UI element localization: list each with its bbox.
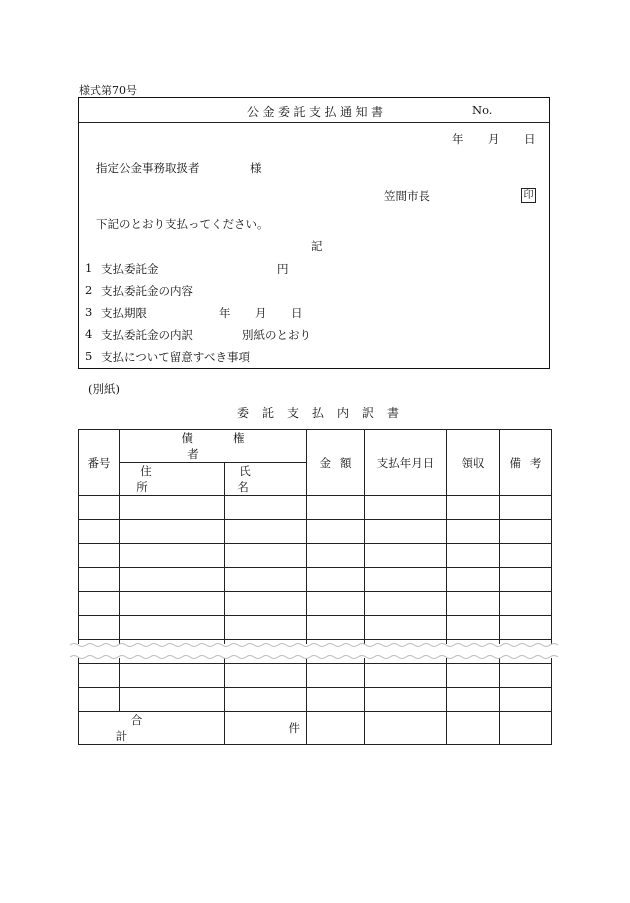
- form-number: 様式第70号: [79, 84, 137, 97]
- item-label: 支払委託金の内容: [101, 284, 193, 298]
- table-cell[interactable]: [79, 616, 120, 640]
- item-number: 2: [85, 283, 93, 297]
- table-cell[interactable]: [365, 712, 447, 745]
- table-cell[interactable]: [500, 520, 552, 544]
- header-remarks: 備考: [500, 430, 552, 496]
- table-row: [79, 496, 552, 520]
- header-name: 氏名: [225, 463, 307, 496]
- total-row: [79, 712, 552, 745]
- table-cell[interactable]: [365, 520, 447, 544]
- notice-date-month: 月: [488, 132, 500, 146]
- table-cell[interactable]: [79, 568, 120, 592]
- ki-mark: 記: [311, 239, 323, 253]
- table-cell[interactable]: [365, 544, 447, 568]
- notice-title-row: [79, 98, 549, 123]
- table-cell: [447, 664, 500, 688]
- notice-box: [78, 97, 550, 369]
- notice-no-label: No.: [472, 103, 493, 117]
- notice-title: 公金委託支払通知書: [247, 105, 387, 119]
- table-cell[interactable]: [120, 616, 225, 640]
- table-cell[interactable]: [225, 496, 307, 520]
- item-deadline-year: 年: [219, 306, 231, 320]
- table-cell[interactable]: [120, 496, 225, 520]
- header-amount: 金額: [307, 430, 365, 496]
- table-cell: [307, 664, 365, 688]
- item-number: 1: [85, 261, 93, 275]
- table-row: [79, 688, 552, 712]
- table-cell[interactable]: [120, 544, 225, 568]
- table-row-spacer: [79, 664, 552, 688]
- table-cell[interactable]: [447, 520, 500, 544]
- table-cell[interactable]: [500, 568, 552, 592]
- seal-mark: 印: [521, 188, 536, 203]
- table-cell[interactable]: [447, 544, 500, 568]
- table-cell: [225, 664, 307, 688]
- item-label: 支払委託金: [101, 262, 159, 276]
- item-label: 支払委託金の内訳: [101, 328, 193, 342]
- table-cell[interactable]: [307, 568, 365, 592]
- total-label: 合計: [79, 712, 225, 745]
- header-pay-date: 支払年月日: [365, 430, 447, 496]
- instruction: 下記のとおり支払ってください。: [96, 217, 269, 231]
- table-cell[interactable]: [225, 568, 307, 592]
- header-number: 番号: [79, 430, 120, 496]
- table-cell[interactable]: [79, 496, 120, 520]
- table-cell[interactable]: [307, 712, 365, 745]
- table-cell: [365, 664, 447, 688]
- header-address: 住所: [120, 463, 225, 496]
- table-cell[interactable]: [225, 520, 307, 544]
- item-deadline-day: 日: [291, 306, 303, 320]
- table-cell[interactable]: [447, 712, 500, 745]
- table-cell[interactable]: [365, 568, 447, 592]
- table-cell[interactable]: [447, 568, 500, 592]
- table-cell[interactable]: [447, 496, 500, 520]
- table-cell[interactable]: [79, 592, 120, 616]
- addressee: 指定公金事務取扱者: [96, 161, 200, 175]
- table-cell[interactable]: [500, 616, 552, 640]
- table-cell[interactable]: [225, 688, 307, 712]
- item-deadline-month: 月: [255, 306, 267, 320]
- table-cell[interactable]: [500, 544, 552, 568]
- item-value: 円: [277, 262, 289, 276]
- table-cell[interactable]: [225, 592, 307, 616]
- item-number: 3: [85, 305, 93, 319]
- table-break-mark: [70, 640, 560, 662]
- breakdown-title: 委託支払内訳書: [237, 406, 413, 420]
- item-number: 5: [85, 349, 93, 363]
- table-cell[interactable]: [120, 688, 225, 712]
- table-cell[interactable]: [307, 592, 365, 616]
- table-cell: [120, 664, 225, 688]
- table-cell[interactable]: [225, 544, 307, 568]
- table-cell[interactable]: [120, 520, 225, 544]
- table-cell[interactable]: [447, 592, 500, 616]
- table-cell[interactable]: [307, 616, 365, 640]
- item-value: 別紙のとおり: [242, 328, 311, 342]
- table-cell: [500, 664, 552, 688]
- item-label: 支払について留意すべき事項: [101, 350, 251, 364]
- notice-date-year: 年: [452, 132, 464, 146]
- table-cell[interactable]: [500, 688, 552, 712]
- table-cell[interactable]: [225, 616, 307, 640]
- honorific: 様: [250, 161, 262, 175]
- table-cell[interactable]: [500, 712, 552, 745]
- table-cell[interactable]: [447, 688, 500, 712]
- table-cell[interactable]: [307, 544, 365, 568]
- sender: 笠間市長: [384, 189, 430, 203]
- table-cell[interactable]: [79, 688, 120, 712]
- table-cell[interactable]: [365, 616, 447, 640]
- table-cell[interactable]: [500, 496, 552, 520]
- table-cell[interactable]: [365, 496, 447, 520]
- table-row: [79, 592, 552, 616]
- item-label: 支払期限: [101, 306, 147, 320]
- table-cell[interactable]: [120, 568, 225, 592]
- table-cell[interactable]: [307, 496, 365, 520]
- table-cell[interactable]: [307, 520, 365, 544]
- table-cell[interactable]: [447, 616, 500, 640]
- table-row: [79, 520, 552, 544]
- header-receipt: 領収: [447, 430, 500, 496]
- table-row: [79, 568, 552, 592]
- table-cell[interactable]: [500, 592, 552, 616]
- attachment-label: (別紙): [88, 382, 120, 396]
- item-number: 4: [85, 327, 93, 341]
- table-cell[interactable]: [365, 592, 447, 616]
- table-cell[interactable]: [120, 592, 225, 616]
- table-row: [79, 544, 552, 568]
- table-cell[interactable]: [79, 520, 120, 544]
- table-row: [79, 616, 552, 640]
- total-count-unit: 件: [225, 712, 307, 745]
- header-creditor: 債権者: [120, 430, 307, 463]
- table-cell[interactable]: [365, 688, 447, 712]
- table-cell[interactable]: [307, 688, 365, 712]
- notice-date-day: 日: [524, 132, 536, 146]
- table-cell[interactable]: [79, 544, 120, 568]
- table-cell: [79, 664, 120, 688]
- breakdown-table: [78, 429, 552, 745]
